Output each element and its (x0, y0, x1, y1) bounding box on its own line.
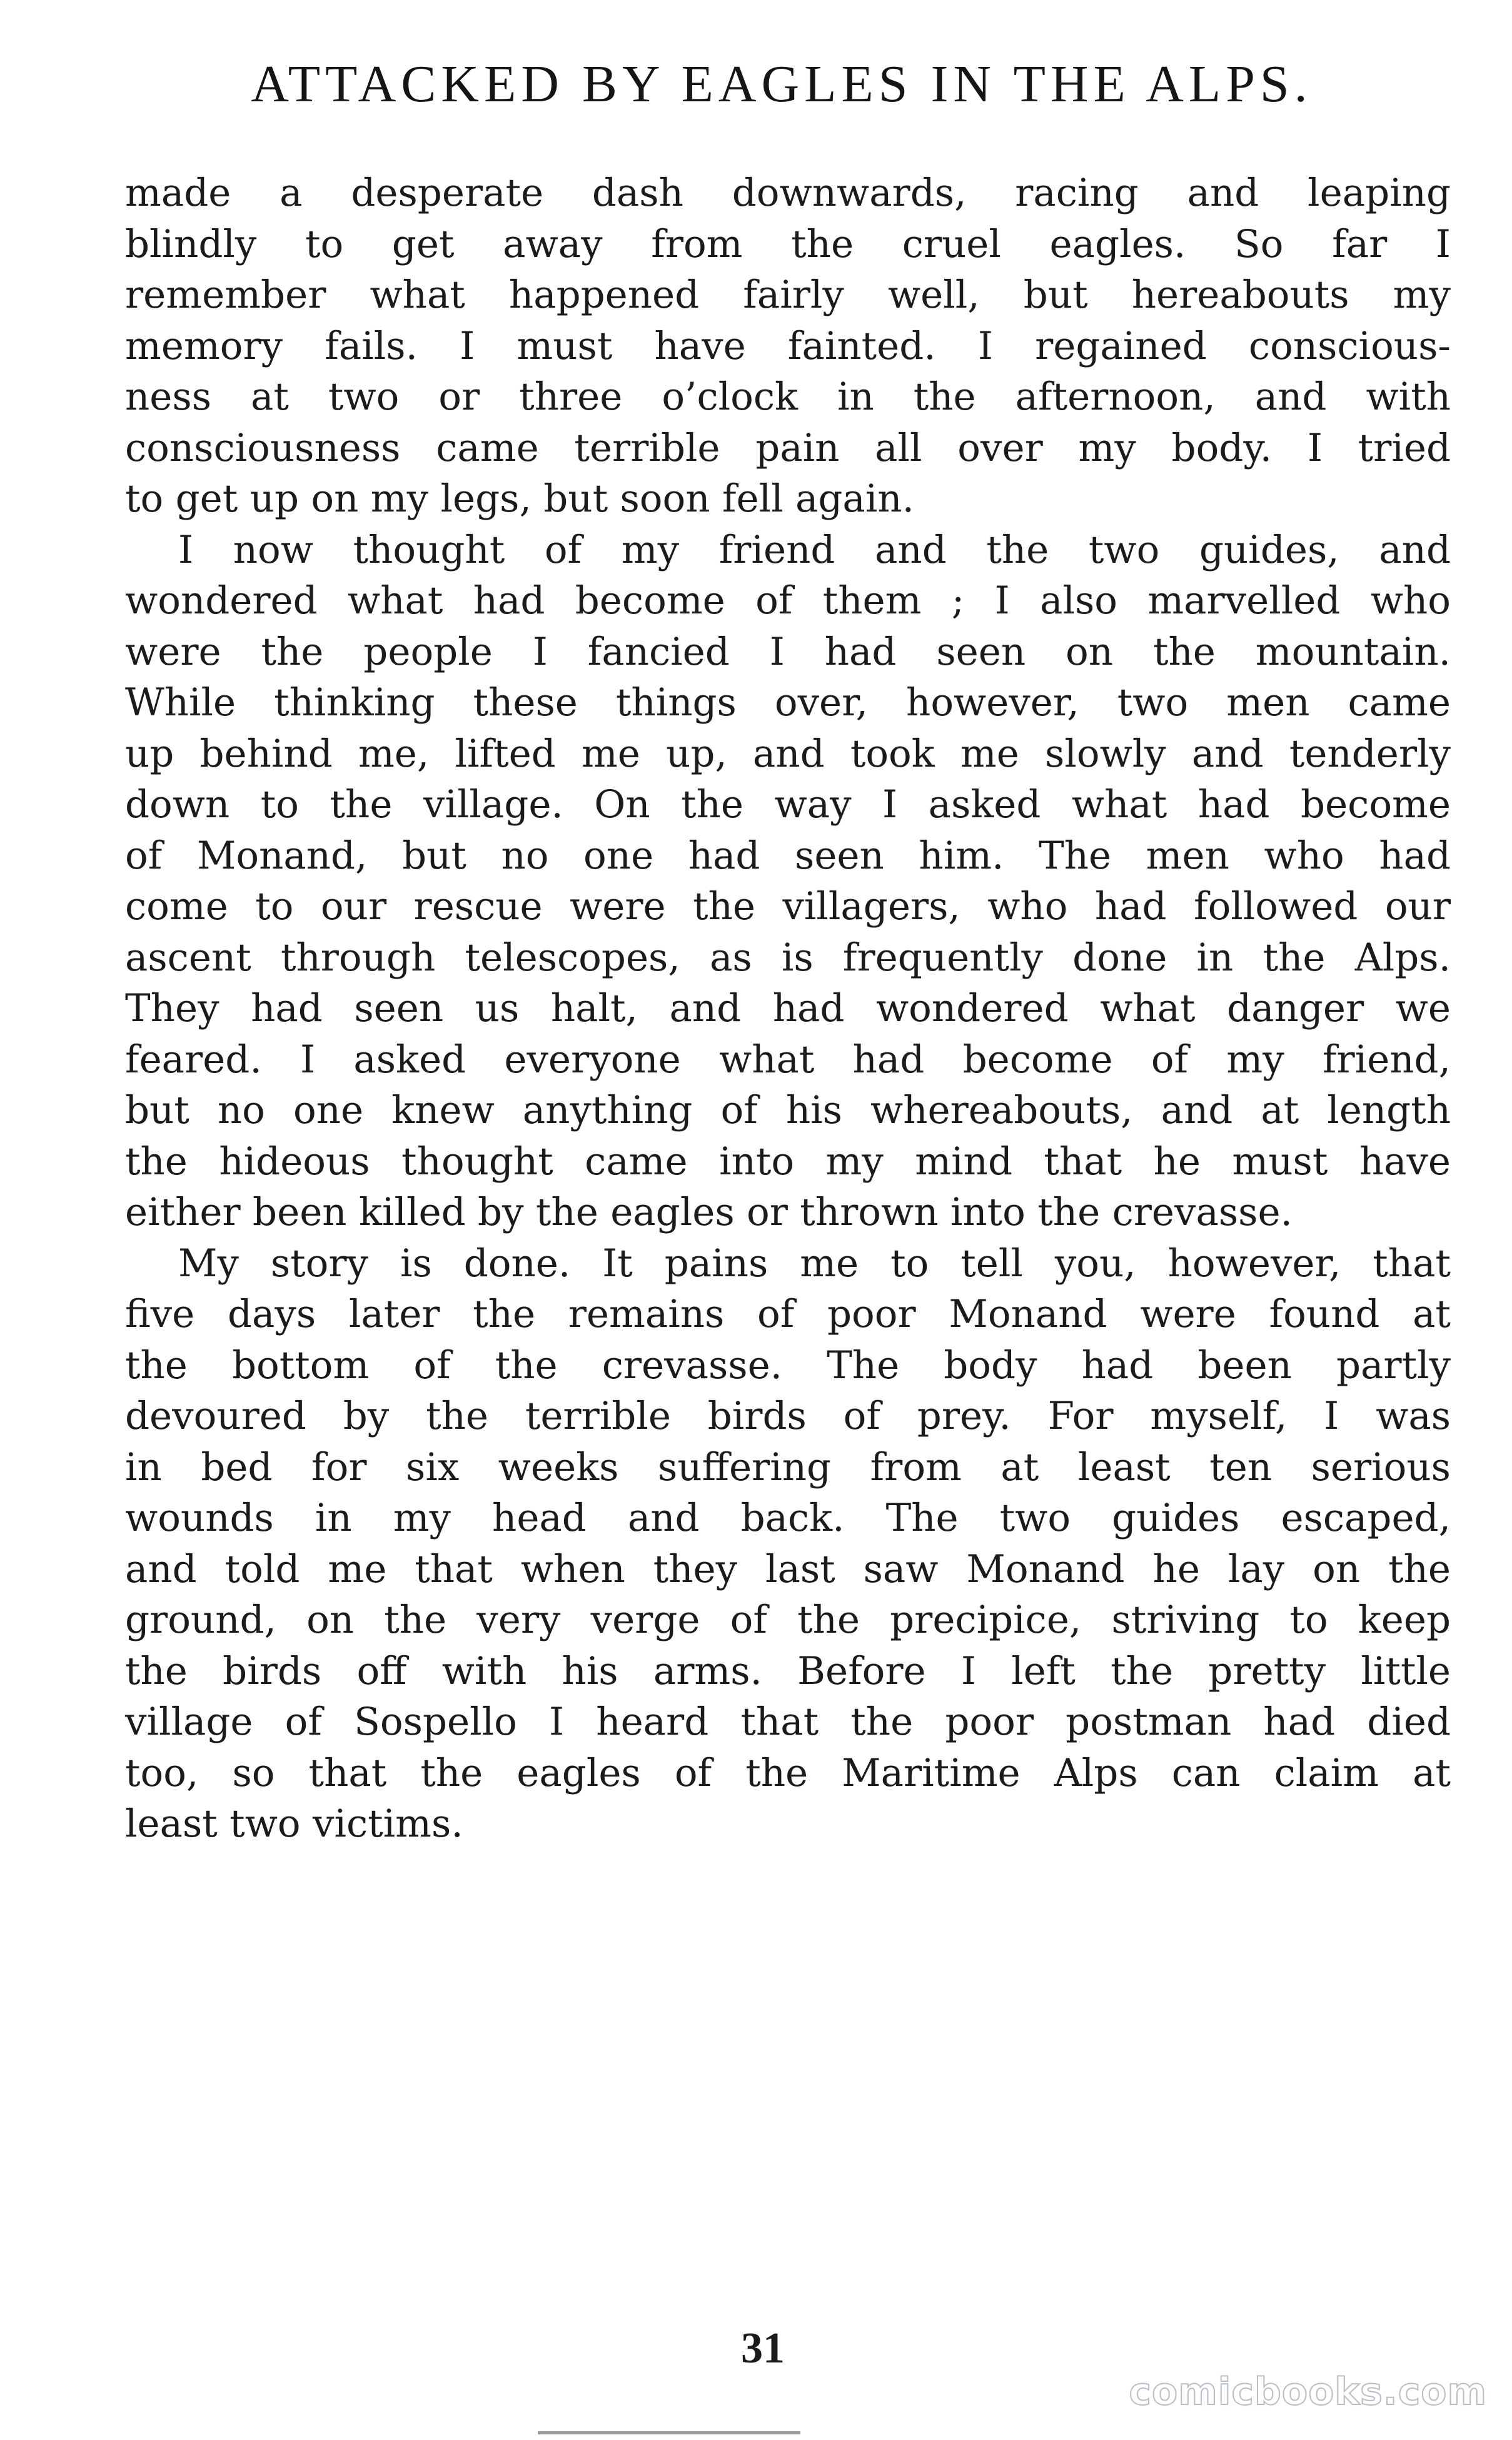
text-line: least two victims. (125, 1802, 463, 1846)
text-line: My story is done. It pains me to tell you, however, that (178, 1241, 1451, 1286)
text-line: but no one knew anything of his whereabouts, and at length (125, 1088, 1451, 1132)
text-line: village of Sospello I heard that the poor postman had died (125, 1700, 1451, 1744)
text-line: remember what happened fairly well, but hereabouts my (125, 273, 1451, 317)
text-line: devoured by the terrible birds of prey. For myself, I was (125, 1394, 1451, 1438)
text-line: They had seen us halt, and had wondered what danger we (125, 986, 1451, 1031)
text-line: memory fails. I must have fainted. I regained conscious- (125, 323, 1451, 368)
text-line: up behind me, lifted me up, and took me slowly and tenderly (125, 731, 1451, 776)
text-line: the hideous thought came into my mind that he must have (125, 1139, 1451, 1184)
text-line: consciousness came terrible pain all over my body. I tried (125, 425, 1451, 470)
text-line: five days later the remains of poor Monand were found at (125, 1292, 1451, 1336)
text-line: ness at two or three o’clock in the afternoon, and with (125, 375, 1451, 419)
text-line: the birds off with his arms. Before I left the pretty little (125, 1648, 1451, 1693)
text-line: of Monand, but no one had seen him. The men who had (125, 833, 1451, 878)
text-line: made a desperate dash downwards, racing and leaping (125, 171, 1451, 215)
text-line: ascent through telescopes, as is frequently done in the Alps. (125, 935, 1451, 980)
text-line: in bed for six weeks suffering from at least ten serious (125, 1444, 1451, 1490)
text-line: too, so that the eagles of the Maritime Alps can claim at (125, 1750, 1451, 1795)
text-line: While thinking these things over, however, two men came (125, 680, 1451, 725)
text-line: come to our rescue were the villagers, who had followed our (125, 884, 1451, 929)
text-line: either been killed by the eagles or thrown into the crevasse. (125, 1190, 1293, 1234)
text-line: were the people I fancied I had seen on the mountain. (125, 629, 1451, 674)
text-line: to get up on my legs, but soon fell again. (125, 476, 914, 521)
text-line: I now thought of my friend and the two guides, and (178, 527, 1451, 572)
body-text (125, 168, 1451, 1850)
paragraph (125, 1238, 1451, 1850)
text-line: down to the village. On the way I asked what had become (125, 782, 1451, 827)
paragraph (125, 525, 1451, 1238)
running-head: ATTACKED BY EAGLES IN THE ALPS. (251, 55, 1313, 113)
watermark: comicbooks.com (1129, 2370, 1487, 2414)
text-line: and told me that when they last saw Monand he lay on the (125, 1546, 1451, 1591)
text-line: ground, on the very verge of the precipice, striving to keep (125, 1598, 1451, 1642)
footer-rule (538, 2431, 800, 2439)
text-line: wondered what had become of them ; I also marvelled who (125, 578, 1451, 623)
text-line: blindly to get away from the cruel eagles. So far I (125, 221, 1451, 266)
text-line: feared. I asked everyone what had become of my friend, (125, 1037, 1451, 1082)
text-line: wounds in my head and back. The two guides escaped, (125, 1496, 1451, 1540)
page-number: 31 (741, 2324, 785, 2372)
paragraph (125, 168, 1451, 525)
text-line: the bottom of the crevasse. The body had been partly (125, 1343, 1451, 1388)
